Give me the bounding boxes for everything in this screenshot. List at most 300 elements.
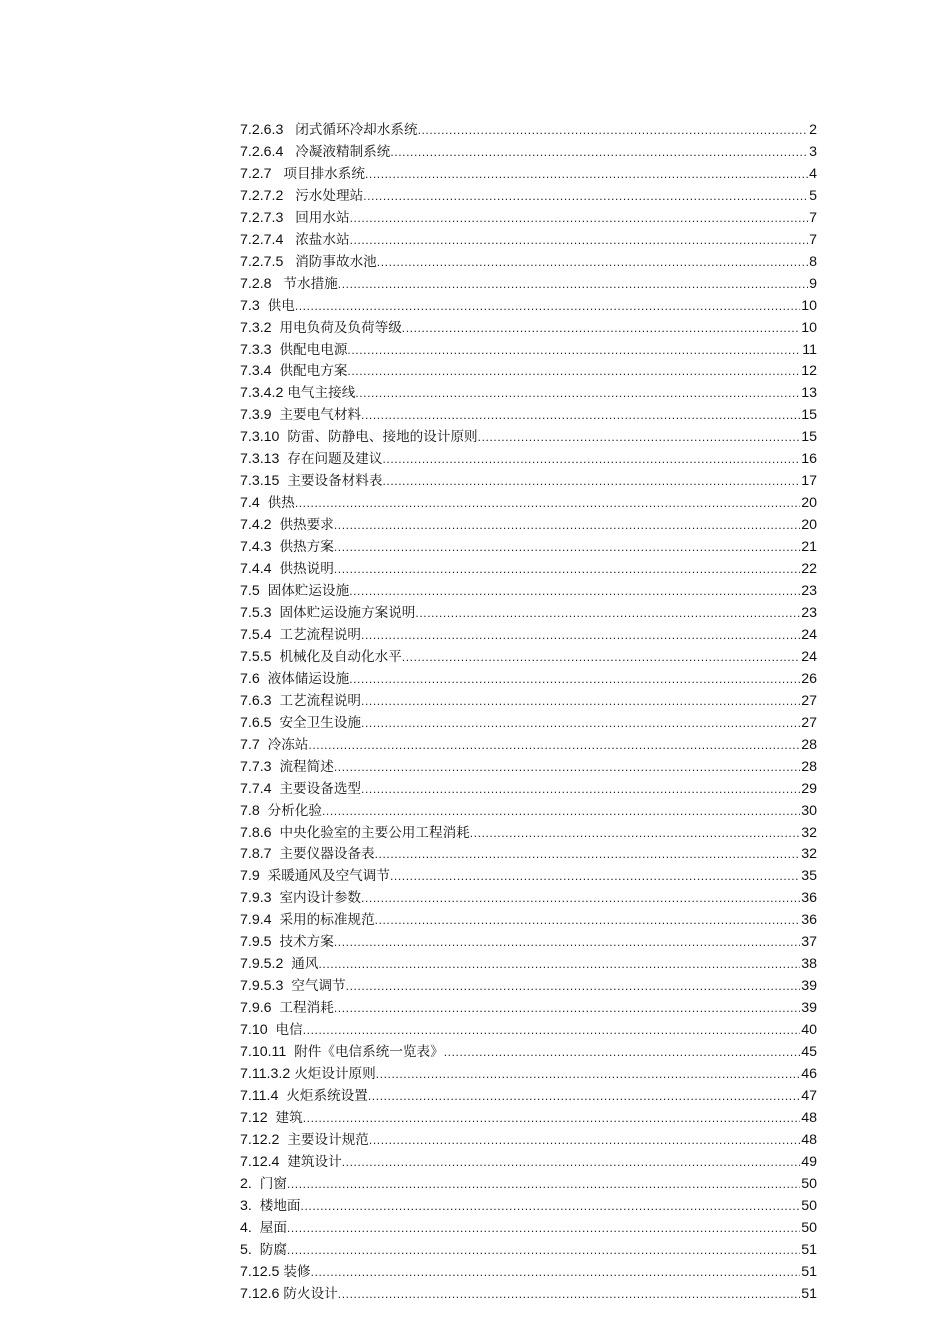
toc-entry-number: 7.6 <box>240 670 260 687</box>
toc-leader-dots <box>287 1240 800 1262</box>
toc-entry-title: 主要设计规范 <box>287 1131 369 1148</box>
toc-entry-page-number: 22 <box>801 561 817 578</box>
toc-entry[interactable] <box>240 537 817 559</box>
toc-entry[interactable] <box>240 691 817 713</box>
toc-entry-title: 存在问题及建议 <box>287 451 383 468</box>
toc-entry-page-number: 8 <box>809 253 817 270</box>
toc-entry-spacer <box>260 296 268 318</box>
toc-entry-title: 采用的标准规范 <box>279 912 375 929</box>
toc-entry-page-number: 50 <box>801 1175 817 1192</box>
toc-entry-spacer <box>279 471 287 493</box>
toc-entry-number: 7.3.2 <box>240 319 272 336</box>
toc-entry-page-number: 26 <box>801 670 817 687</box>
toc-entry[interactable] <box>240 1196 817 1218</box>
toc-entry-title: 附件《电信系统一览表》 <box>294 1044 444 1061</box>
toc-leader-dots <box>361 691 800 713</box>
toc-leader-dots <box>478 427 801 449</box>
toc-entry-spacer <box>260 493 268 515</box>
toc-entry-title: 回用水站 <box>295 209 350 226</box>
toc-entry-page-number: 36 <box>801 912 817 929</box>
toc-entry[interactable] <box>240 581 817 603</box>
toc-entry-title: 冷凝液精制系统 <box>295 143 391 160</box>
toc-entry-page-number: 51 <box>801 1285 817 1302</box>
toc-leader-dots <box>361 779 800 801</box>
toc-entry-number: 7.2.6.3 <box>240 122 284 138</box>
toc-entry-title: 建筑设计 <box>287 1153 342 1170</box>
toc-entry-spacer <box>260 801 268 823</box>
toc-entry-number: 7.9.3 <box>240 890 272 907</box>
toc-leader-dots <box>363 186 808 208</box>
toc-entry[interactable] <box>240 1174 817 1196</box>
toc-entry-number: 7.5 <box>240 583 260 600</box>
toc-entry-page-number: 13 <box>801 385 817 402</box>
toc-entry-page-number: 39 <box>801 978 817 995</box>
toc-entry-number: 7.2.7.3 <box>240 209 284 226</box>
toc-leader-dots <box>295 493 800 515</box>
toc-entry-page-number: 20 <box>801 517 817 534</box>
toc-entry[interactable] <box>240 1064 817 1086</box>
toc-entry[interactable] <box>240 208 817 230</box>
toc-entry-spacer <box>278 1086 286 1108</box>
toc-entry-title: 电气主接线 <box>287 385 356 402</box>
toc-entry-number: 7.2.7 <box>240 165 272 182</box>
toc-entry-title: 浓盐水站 <box>295 231 350 248</box>
toc-entry-page-number: 12 <box>801 363 817 380</box>
toc-leader-dots <box>377 252 808 274</box>
toc-leader-dots <box>287 1218 800 1240</box>
toc-entry[interactable] <box>240 844 817 866</box>
toc-entry-spacer <box>279 1152 287 1174</box>
toc-entry[interactable] <box>240 954 817 976</box>
toc-entry-spacer <box>279 449 287 471</box>
toc-entry-number: 7.8 <box>240 802 260 819</box>
toc-entry[interactable] <box>240 340 817 362</box>
toc-entry[interactable] <box>240 713 817 735</box>
toc-entry-title: 用电负荷及负荷等级 <box>279 319 402 336</box>
toc-leader-dots <box>311 1262 801 1284</box>
toc-entry-page-number: 32 <box>801 824 817 841</box>
toc-entry-spacer <box>272 603 280 625</box>
toc-entry[interactable] <box>240 1020 817 1042</box>
toc-entry-spacer <box>272 888 280 910</box>
toc-entry-number: 7.6.5 <box>240 714 272 731</box>
toc-entry-spacer <box>272 625 280 647</box>
toc-entry[interactable] <box>240 296 817 318</box>
toc-entry[interactable] <box>240 427 817 449</box>
toc-entry-number: 3. <box>240 1197 252 1214</box>
toc-entry-title: 供配电方案 <box>279 363 348 380</box>
toc-entry-page-number: 32 <box>801 846 817 863</box>
toc-entry-number: 7.10.11 <box>240 1044 287 1061</box>
toc-entry-page-number: 51 <box>801 1241 817 1258</box>
toc-entry-number: 7.8.7 <box>240 846 272 863</box>
toc-leader-dots <box>322 801 800 823</box>
toc-entry-title: 供热说明 <box>279 561 334 578</box>
toc-entry-number: 7.9.6 <box>240 1000 272 1017</box>
toc-entry-spacer <box>260 866 268 888</box>
toc-entry-spacer <box>272 932 280 954</box>
toc-entry-page-number: 37 <box>801 934 817 951</box>
toc-entry-number: 7.6.3 <box>240 692 272 709</box>
toc-leader-dots <box>368 1086 800 1108</box>
toc-entry-title: 电信 <box>275 1022 303 1039</box>
toc-leader-dots <box>303 1108 801 1130</box>
toc-entry-page-number: 15 <box>801 429 817 446</box>
toc-entry-spacer <box>272 164 284 186</box>
toc-leader-dots <box>402 647 800 669</box>
toc-leader-dots <box>361 625 800 647</box>
toc-entry-title: 液体储运设施 <box>267 670 350 687</box>
toc-entry-number: 7.3.15 <box>240 473 280 490</box>
toc-entry[interactable] <box>240 1130 817 1152</box>
toc-entry-page-number: 30 <box>801 802 817 819</box>
toc-leader-dots <box>342 1152 801 1174</box>
toc-entry-number: 7.3.10 <box>240 429 280 446</box>
toc-entry-title: 节水措施 <box>283 275 338 292</box>
toc-entry-number: 7.4.3 <box>240 539 272 556</box>
toc-leader-dots <box>334 932 800 954</box>
toc-entry-spacer <box>260 581 268 603</box>
toc-entry-number: 7.9 <box>240 868 260 885</box>
toc-entry[interactable] <box>240 801 817 823</box>
toc-entry-spacer <box>260 735 268 757</box>
toc-entry-title: 污水处理站 <box>295 187 364 204</box>
toc-entry-number: 7.2.6.4 <box>240 143 284 160</box>
toc-entry-spacer <box>272 910 280 932</box>
toc-entry-title: 屋面 <box>259 1219 287 1236</box>
toc-entry-page-number: 16 <box>801 451 817 468</box>
toc-entry-title: 通风 <box>291 956 319 973</box>
toc-entry-title: 项目排水系统 <box>283 165 365 182</box>
toc-entry-number: 7.12.2 <box>240 1131 280 1148</box>
toc-entry[interactable] <box>240 932 817 954</box>
toc-leader-dots <box>350 208 809 230</box>
toc-entry-number: 7.5.5 <box>240 648 272 665</box>
toc-entry-number: 7.5.4 <box>240 626 272 643</box>
toc-leader-dots <box>347 340 801 362</box>
toc-entry-page-number: 47 <box>801 1087 817 1104</box>
toc-entry-spacer <box>272 559 280 581</box>
toc-entry-title: 技术方案 <box>279 934 334 951</box>
toc-entry-number: 7.3.4 <box>240 363 272 380</box>
toc-entry-number: 7.10 <box>240 1022 268 1039</box>
toc-entry-page-number: 9 <box>809 275 817 292</box>
toc-entry-title: 供热方案 <box>279 539 334 556</box>
toc-entry-spacer <box>272 340 280 362</box>
toc-entry[interactable] <box>240 559 817 581</box>
toc-entry[interactable] <box>240 1218 817 1240</box>
toc-entry-page-number: 46 <box>801 1065 817 1082</box>
toc-leader-dots <box>383 449 801 471</box>
toc-entry-page-number: 3 <box>809 143 817 160</box>
toc-entry-page-number: 48 <box>801 1131 817 1148</box>
toc-leader-dots <box>346 976 801 998</box>
toc-entry[interactable] <box>240 230 817 252</box>
toc-entry-title: 空气调节 <box>291 978 346 995</box>
toc-entry-number: 7.2.7.2 <box>240 187 284 204</box>
toc-entry[interactable] <box>240 142 817 164</box>
toc-leader-dots <box>365 164 808 186</box>
toc-leader-dots <box>418 120 809 142</box>
toc-leader-dots <box>334 515 800 537</box>
toc-entry-spacer <box>272 515 280 537</box>
toc-entry[interactable] <box>240 1240 817 1262</box>
toc-entry-spacer <box>252 1196 260 1218</box>
toc-leader-dots <box>390 866 800 888</box>
toc-entry-number: 7.3.13 <box>240 451 280 468</box>
toc-entry-spacer <box>272 713 280 735</box>
toc-entry[interactable] <box>240 274 817 296</box>
toc-entry-page-number: 10 <box>801 297 817 314</box>
toc-entry-title: 主要仪器设备表 <box>279 846 375 863</box>
toc-entry-page-number: 17 <box>801 473 817 490</box>
toc-entry-spacer <box>272 823 280 845</box>
toc-entry-number: 4. <box>240 1219 252 1236</box>
toc-entry-spacer <box>268 1020 276 1042</box>
toc-entry-spacer <box>279 1130 287 1152</box>
toc-entry-spacer <box>283 252 295 274</box>
toc-entry-page-number: 27 <box>801 714 817 731</box>
toc-leader-dots <box>308 735 800 757</box>
toc-entry-title: 室内设计参数 <box>279 890 362 907</box>
toc-entry-number: 7.7 <box>240 736 260 753</box>
toc-leader-dots <box>383 471 801 493</box>
toc-entry-spacer <box>283 954 291 976</box>
toc-entry-page-number: 2 <box>809 122 817 138</box>
toc-leader-dots <box>334 998 800 1020</box>
toc-entry-spacer <box>283 186 295 208</box>
toc-leader-dots <box>301 1196 801 1218</box>
toc-entry-title: 中央化验室的主要公用工程消耗 <box>279 824 470 841</box>
toc-entry-number: 7.5.3 <box>240 604 272 621</box>
toc-entry-title: 楼地面 <box>259 1197 301 1214</box>
toc-entry-spacer <box>260 669 268 691</box>
toc-leader-dots <box>369 1130 800 1152</box>
toc-leader-dots <box>334 559 800 581</box>
toc-entry[interactable] <box>240 757 817 779</box>
toc-entry[interactable] <box>240 186 817 208</box>
toc-entry-page-number: 28 <box>801 736 817 753</box>
toc-entry-spacer <box>272 691 280 713</box>
toc-leader-dots <box>338 274 808 296</box>
toc-entry-page-number: 11 <box>802 341 817 358</box>
toc-entry[interactable] <box>240 866 817 888</box>
toc-entry-spacer <box>272 779 280 801</box>
toc-leader-dots <box>390 142 808 164</box>
toc-entry-number: 7.4 <box>240 495 260 512</box>
toc-entry-title: 分析化验 <box>267 802 322 819</box>
toc-leader-dots <box>355 383 800 405</box>
toc-entry-title: 主要设备选型 <box>279 780 362 797</box>
toc-entry-title: 火炬系统设置 <box>286 1087 368 1104</box>
toc-entry-number: 7.3.3 <box>240 341 272 358</box>
toc-entry-page-number: 23 <box>801 583 817 600</box>
toc-leader-dots <box>361 713 800 735</box>
toc-entry-number: 7.12.4 <box>240 1153 280 1170</box>
toc-leader-dots <box>349 581 800 603</box>
toc-entry-spacer <box>286 1042 294 1064</box>
toc-entry[interactable] <box>240 625 817 647</box>
toc-entry-number: 7.2.7.5 <box>240 253 284 270</box>
toc-entry-title: 工艺流程说明 <box>279 626 362 643</box>
toc-entry-title: 建筑 <box>275 1109 303 1126</box>
toc-entry-page-number: 40 <box>801 1022 817 1039</box>
toc-leader-dots <box>350 230 809 252</box>
toc-leader-dots <box>415 603 800 625</box>
toc-entry-spacer <box>272 757 280 779</box>
toc-entry-spacer <box>252 1240 260 1262</box>
toc-entry-spacer <box>272 537 280 559</box>
toc-entry[interactable] <box>240 361 817 383</box>
toc-entry[interactable] <box>240 603 817 625</box>
toc-entry-title: 门窗 <box>259 1175 287 1192</box>
toc-entry[interactable] <box>240 669 817 691</box>
toc-entry[interactable] <box>240 976 817 998</box>
toc-entry[interactable] <box>240 252 817 274</box>
toc-entry-spacer <box>252 1218 260 1240</box>
toc-entry-number: 7.4.2 <box>240 517 272 534</box>
toc-entry[interactable] <box>240 1108 817 1130</box>
toc-leader-dots <box>347 361 800 383</box>
toc-entry-page-number: 51 <box>801 1263 817 1280</box>
toc-leader-dots <box>361 405 800 427</box>
toc-entry-page-number: 28 <box>801 758 817 775</box>
toc-entry-spacer <box>283 142 295 164</box>
table-of-contents <box>240 120 817 1305</box>
toc-entry-page-number: 21 <box>801 539 817 556</box>
toc-entry[interactable] <box>240 1042 817 1064</box>
toc-entry[interactable] <box>240 1152 817 1174</box>
toc-entry-title: 冷冻站 <box>267 736 309 753</box>
toc-leader-dots <box>375 844 801 866</box>
toc-entry-number: 7.3 <box>240 297 260 314</box>
toc-entry[interactable] <box>240 120 817 142</box>
toc-entry-page-number: 20 <box>801 495 817 512</box>
toc-entry[interactable] <box>240 1284 817 1306</box>
toc-leader-dots <box>287 1174 800 1196</box>
toc-entry-spacer <box>283 120 295 142</box>
toc-entry-spacer <box>283 208 295 230</box>
toc-entry-title: 防雷、防静电、接地的设计原则 <box>287 429 478 446</box>
toc-leader-dots <box>349 669 800 691</box>
toc-entry[interactable] <box>240 910 817 932</box>
toc-leader-dots <box>376 1064 800 1086</box>
toc-entry-title: 供电 <box>267 297 295 314</box>
toc-entry-title: 消防事故水池 <box>295 253 377 270</box>
toc-entry-title: 防腐 <box>259 1241 287 1258</box>
toc-entry-title: 采暖通风及空气调节 <box>267 868 390 885</box>
toc-entry-page-number: 38 <box>801 956 817 973</box>
toc-entry[interactable] <box>240 647 817 669</box>
toc-entry-page-number: 50 <box>801 1197 817 1214</box>
toc-entry-number: 7.3.4.2 <box>240 385 284 402</box>
toc-entry-page-number: 15 <box>801 407 817 424</box>
toc-entry[interactable] <box>240 318 817 340</box>
toc-entry-title: 固体贮运设施方案说明 <box>279 604 416 621</box>
toc-entry-page-number: 23 <box>801 604 817 621</box>
toc-entry-title: 装修 <box>283 1263 311 1280</box>
toc-leader-dots <box>334 757 800 779</box>
toc-entry-number: 7.12 <box>240 1109 268 1126</box>
toc-entry[interactable] <box>240 998 817 1020</box>
toc-entry[interactable] <box>240 735 817 757</box>
toc-entry[interactable] <box>240 823 817 845</box>
toc-entry[interactable] <box>240 1086 817 1108</box>
toc-entry-title: 供热 <box>267 495 295 512</box>
toc-entry-page-number: 45 <box>801 1044 817 1061</box>
toc-entry-page-number: 4 <box>809 165 817 182</box>
toc-entry-title: 安全卫生设施 <box>279 714 362 731</box>
toc-leader-dots <box>295 296 800 318</box>
toc-entry-page-number: 24 <box>801 626 817 643</box>
toc-entry[interactable] <box>240 383 817 405</box>
toc-entry[interactable] <box>240 888 817 910</box>
toc-entry[interactable] <box>240 493 817 515</box>
toc-entry-number: 7.9.4 <box>240 912 272 929</box>
toc-entry-spacer <box>272 318 280 340</box>
toc-leader-dots <box>375 910 801 932</box>
toc-entry-title: 工艺流程说明 <box>279 692 362 709</box>
toc-entry-number: 7.9.5.3 <box>240 978 284 995</box>
toc-entry-spacer <box>272 274 284 296</box>
toc-leader-dots <box>361 888 800 910</box>
toc-entry-spacer <box>272 844 280 866</box>
toc-entry-page-number: 50 <box>801 1219 817 1236</box>
toc-entry-spacer <box>272 405 280 427</box>
toc-entry-number: 2. <box>240 1175 252 1192</box>
toc-entry[interactable] <box>240 405 817 427</box>
toc-entry-number: 7.7.3 <box>240 758 272 775</box>
toc-entry-number: 7.4.4 <box>240 561 272 578</box>
toc-entry[interactable] <box>240 471 817 493</box>
toc-entry-spacer <box>272 647 280 669</box>
toc-entry-page-number: 49 <box>801 1153 817 1170</box>
toc-entry-page-number: 29 <box>801 780 817 797</box>
toc-entry-page-number: 7 <box>809 231 817 248</box>
toc-entry[interactable] <box>240 515 817 537</box>
toc-entry-page-number: 35 <box>801 868 817 885</box>
toc-entry-title: 火炬设计原则 <box>294 1065 376 1082</box>
toc-entry-spacer <box>279 427 287 449</box>
toc-entry-page-number: 27 <box>801 692 817 709</box>
toc-entry-spacer <box>283 230 295 252</box>
toc-entry[interactable] <box>240 779 817 801</box>
toc-entry-spacer <box>268 1108 276 1130</box>
toc-entry-number: 7.11.3.2 <box>240 1065 291 1082</box>
toc-leader-dots <box>444 1042 801 1064</box>
toc-leader-dots <box>303 1020 801 1042</box>
toc-entry-spacer <box>272 998 280 1020</box>
toc-entry-page-number: 24 <box>801 648 817 665</box>
toc-entry-title: 供配电电源 <box>279 341 348 358</box>
toc-entry[interactable] <box>240 164 817 186</box>
toc-entry-number: 7.12.6 <box>240 1285 280 1302</box>
toc-entry[interactable] <box>240 1262 817 1284</box>
toc-entry-title: 供热要求 <box>279 517 334 534</box>
toc-entry-title: 闭式循环冷却水系统 <box>295 122 418 138</box>
toc-leader-dots <box>338 1284 800 1306</box>
toc-entry-title: 主要设备材料表 <box>287 473 383 490</box>
toc-entry-page-number: 5 <box>809 187 817 204</box>
toc-entry[interactable] <box>240 449 817 471</box>
toc-entry-number: 7.12.5 <box>240 1263 280 1280</box>
toc-entry-title: 固体贮运设施 <box>267 583 350 600</box>
toc-entry-number: 7.8.6 <box>240 824 272 841</box>
toc-entry-page-number: 7 <box>809 209 817 226</box>
toc-entry-page-number: 36 <box>801 890 817 907</box>
toc-entry-number: 7.2.8 <box>240 275 272 292</box>
toc-leader-dots <box>318 954 800 976</box>
